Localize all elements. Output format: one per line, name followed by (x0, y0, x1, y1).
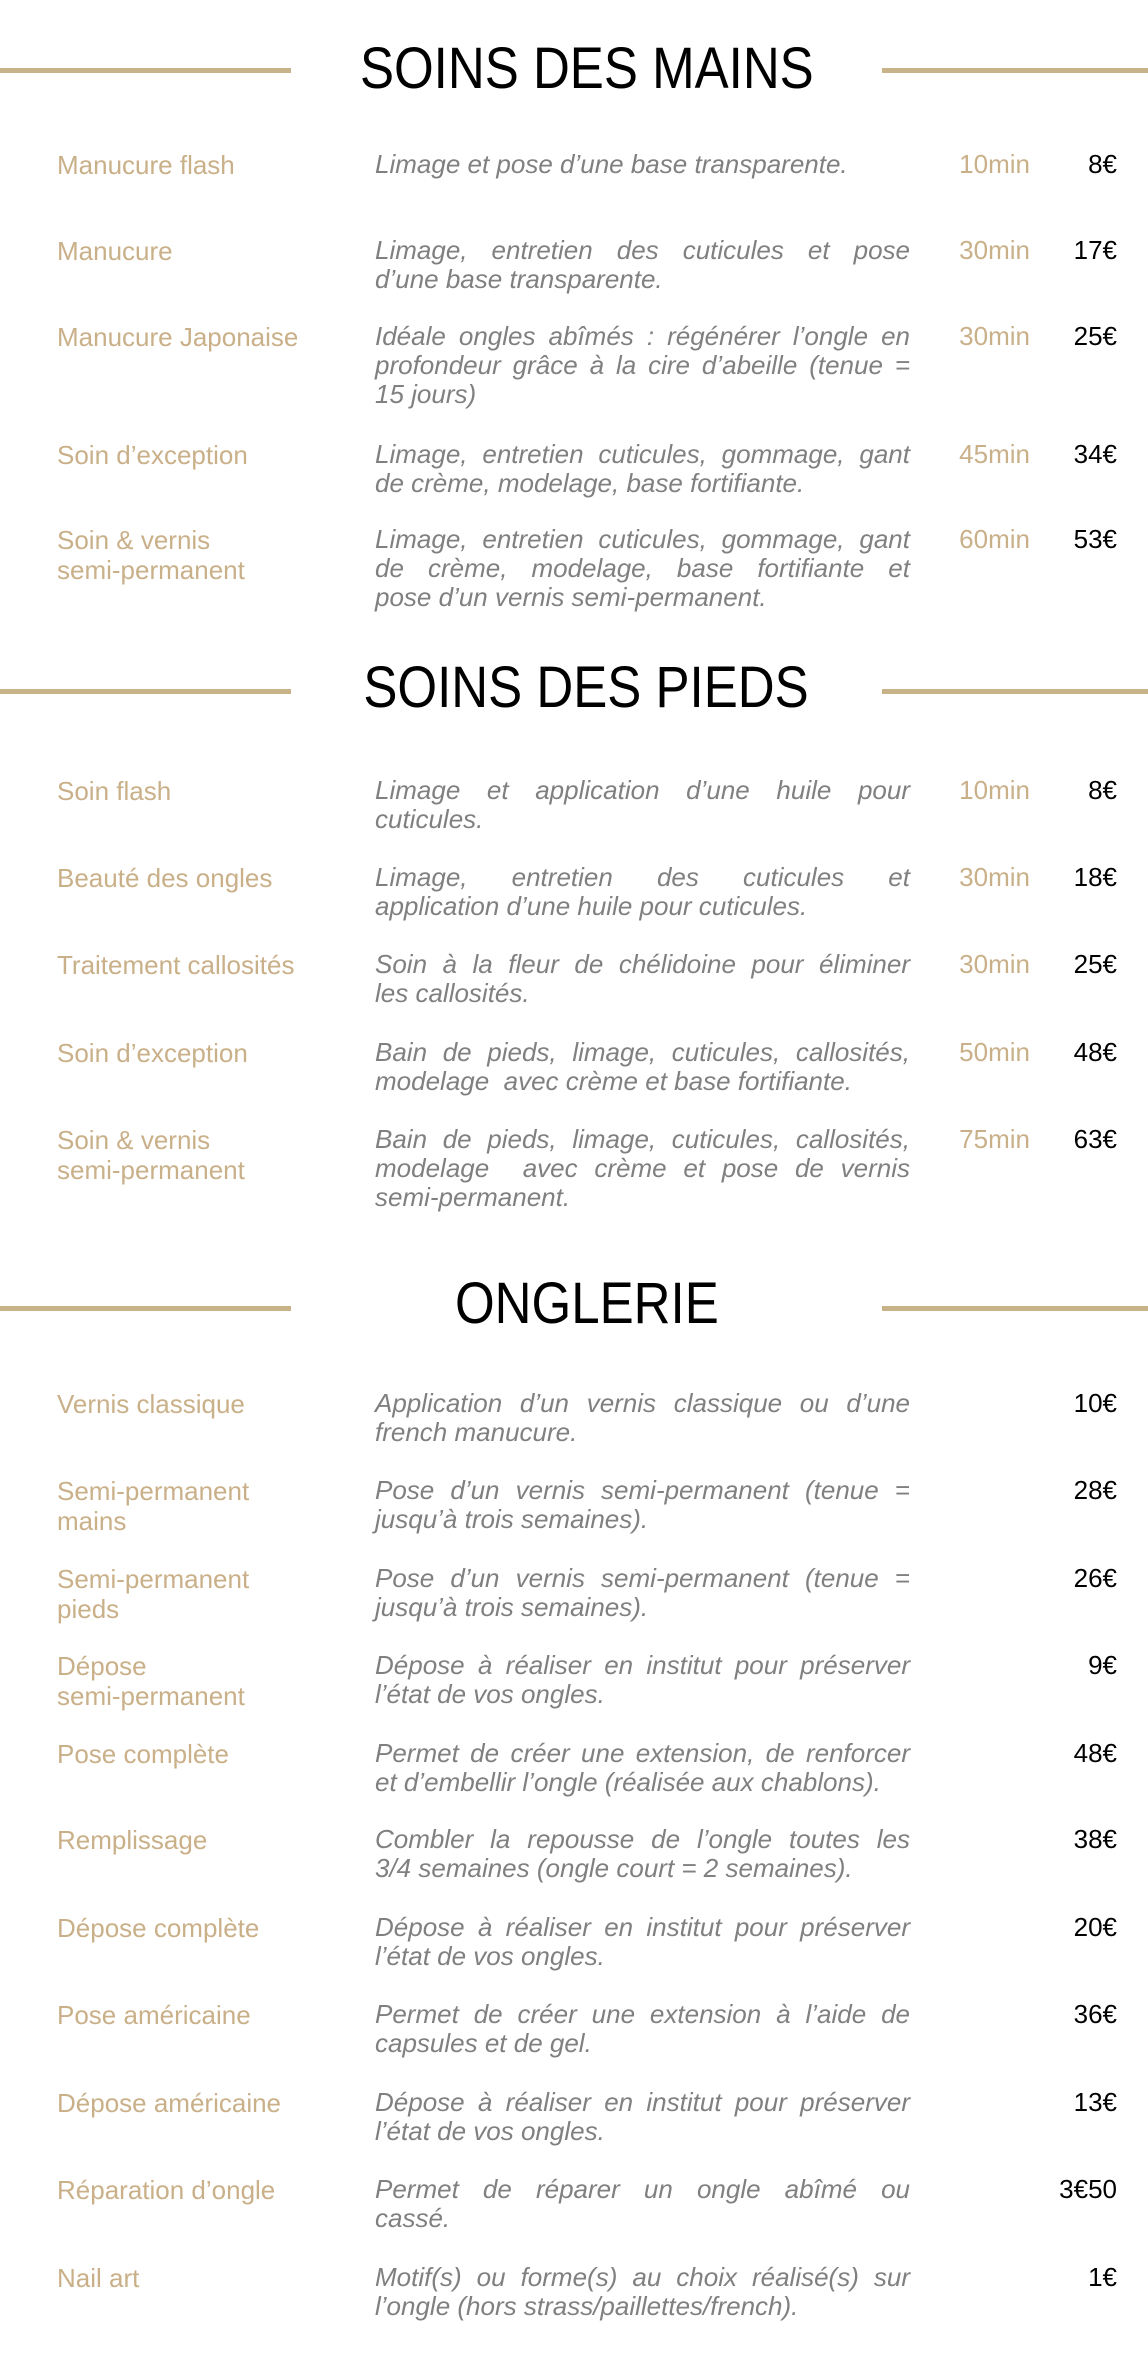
service-description-line: Permet de créer une extension à l’aide de (375, 1999, 910, 2029)
service-row (0, 150, 1148, 240)
service-description (375, 1913, 910, 1971)
service-row (0, 2088, 1148, 2178)
heading-rule-left (0, 689, 291, 694)
service-name-line: Manucure flash (57, 150, 235, 180)
section-heading (291, 1271, 882, 1336)
service-name-line: Nail art (57, 2263, 140, 2293)
service-price: 38€ (1073, 1824, 1117, 1854)
service-description (375, 440, 910, 498)
service-description-line: semi-permanent. (375, 1182, 571, 1212)
service-row (0, 1913, 1148, 2003)
service-description-line: Permet de réparer un ongle abîmé ou (375, 2174, 910, 2204)
service-name (57, 236, 357, 266)
service-description-line: Motif(s) ou forme(s) au choix réalisé(s) sur (375, 2262, 910, 2292)
service-row (0, 1038, 1148, 1128)
service-description (375, 525, 910, 612)
service-row (0, 236, 1148, 326)
service-name-line: Manucure Japonaise (57, 322, 299, 352)
service-description (375, 1038, 910, 1096)
service-description-line: Dépose à réaliser en institut pour préserver (375, 1650, 910, 1680)
service-duration: 30min (959, 235, 1030, 265)
service-name-line: Semi-permanent (57, 1476, 250, 1506)
service-price: 48€ (1073, 1037, 1117, 1067)
service-price: 13€ (1073, 2087, 1117, 2117)
service-description-line: modelage avec crème et base fortifiante. (375, 1066, 852, 1096)
service-description-line: l’état de vos ongles. (375, 2116, 605, 2146)
service-description-line: Dépose à réaliser en institut pour préserver (375, 2087, 910, 2117)
service-description-line: l’état de vos ongles. (375, 1679, 605, 1709)
service-name (57, 2263, 357, 2293)
service-description-line: 15 jours) (375, 379, 477, 409)
service-name (57, 440, 357, 470)
service-description-line: french manucure. (375, 1417, 578, 1447)
service-name (57, 2088, 357, 2118)
service-name (57, 322, 357, 352)
service-duration: 45min (959, 439, 1030, 469)
service-description (375, 2088, 910, 2146)
service-description (375, 1651, 910, 1709)
service-description-line: Dépose à réaliser en institut pour préserver (375, 1912, 910, 1942)
service-description-line: Limage et application d’une huile pour (375, 775, 910, 805)
service-name (57, 863, 357, 893)
section-heading-text: SOINS DES MAINS (359, 36, 814, 101)
service-description-line: Bain de pieds, limage, cuticules, callosités, (375, 1124, 910, 1154)
section-heading (291, 36, 882, 101)
service-row (0, 1651, 1148, 1741)
service-row (0, 1125, 1148, 1215)
service-row (0, 322, 1148, 412)
service-description-line: Pose d’un vernis semi-permanent (tenue = (375, 1563, 910, 1593)
heading-rule-left (0, 1306, 291, 1311)
service-row (0, 2000, 1148, 2090)
service-name-line: Soin & vernis (57, 1125, 211, 1155)
service-description (375, 1825, 910, 1883)
service-name-line: Soin flash (57, 776, 172, 806)
service-description-line: modelage avec crème et pose de vernis (375, 1153, 910, 1183)
service-description (375, 1739, 910, 1797)
service-name-line: Réparation d’ongle (57, 2175, 276, 2205)
heading-rule-left (0, 68, 291, 73)
service-name (57, 1038, 357, 1068)
service-row (0, 525, 1148, 615)
service-name-line: semi-permanent (57, 555, 245, 585)
service-description-line: jusqu’à trois semaines). (375, 1504, 649, 1534)
service-name (57, 2175, 357, 2205)
service-description-line: de crème, modelage, base fortifiante. (375, 468, 805, 498)
service-name-line: semi-permanent (57, 1681, 245, 1711)
service-price: 8€ (1088, 149, 1117, 179)
service-row (0, 1389, 1148, 1479)
service-name-line: Soin & vernis (57, 525, 211, 555)
service-price: 25€ (1073, 949, 1117, 979)
service-name-line: Beauté des ongles (57, 863, 273, 893)
service-name-line: Semi-permanent (57, 1564, 250, 1594)
service-name-line: Soin d’exception (57, 1038, 248, 1068)
service-price: 53€ (1073, 524, 1117, 554)
heading-rule-right (882, 689, 1148, 694)
service-price: 63€ (1073, 1124, 1117, 1154)
service-description (375, 863, 910, 921)
service-description-line: cuticules. (375, 804, 484, 834)
service-description-line: l’ongle (hors strass/paillettes/french). (375, 2291, 799, 2321)
service-description-line: Combler la repousse de l’ongle toutes les (375, 1824, 910, 1854)
service-duration: 30min (959, 321, 1030, 351)
service-name (57, 1825, 357, 1855)
service-description-line: cassé. (375, 2203, 451, 2233)
service-duration: 30min (959, 949, 1030, 979)
heading-rule-right (882, 68, 1148, 73)
service-name-line: semi-permanent (57, 1155, 245, 1185)
service-description-line: Limage, entretien des cuticules et pose (375, 235, 910, 265)
service-description-line: Soin à la fleur de chélidoine pour éliminer (375, 949, 910, 979)
service-name-line: Dépose américaine (57, 2088, 282, 2118)
service-row (0, 1825, 1148, 1915)
service-duration: 30min (959, 862, 1030, 892)
service-description-line: Limage, entretien cuticules, gommage, gant (375, 524, 910, 554)
service-description (375, 236, 910, 294)
service-name-line: mains (57, 1506, 127, 1536)
service-name (57, 525, 357, 585)
service-description-line: les callosités. (375, 978, 530, 1008)
service-price: 1€ (1088, 2262, 1117, 2292)
service-description (375, 776, 910, 834)
service-row (0, 1564, 1148, 1654)
service-price: 28€ (1073, 1475, 1117, 1505)
service-name (57, 150, 357, 180)
service-duration: 75min (959, 1124, 1030, 1154)
service-price: 36€ (1073, 1999, 1117, 2029)
service-price: 18€ (1073, 862, 1117, 892)
service-description (375, 322, 910, 409)
service-duration: 50min (959, 1037, 1030, 1067)
service-price: 34€ (1073, 439, 1117, 469)
service-description-line: Limage et pose d’une base transparente. (375, 149, 848, 179)
service-name (57, 1739, 357, 1769)
service-description-line: Permet de créer une extension, de renforcer (375, 1738, 910, 1768)
service-name-line: Pose complète (57, 1739, 229, 1769)
section-heading (291, 655, 882, 720)
service-description-line: d’une base transparente. (375, 264, 663, 294)
service-description (375, 1564, 910, 1622)
service-description-line: Pose d’un vernis semi-permanent (tenue = (375, 1475, 910, 1505)
service-description (375, 1389, 910, 1447)
service-name (57, 2000, 357, 2030)
service-name-line: Remplissage (57, 1825, 208, 1855)
service-price: 9€ (1088, 1650, 1117, 1680)
service-row (0, 2175, 1148, 2265)
section-heading-text: SOINS DES PIEDS (363, 655, 810, 720)
service-description-line: application d’une huile pour cuticules. (375, 891, 808, 921)
service-name (57, 950, 357, 980)
service-description-line: Application d’un vernis classique ou d’une (375, 1388, 910, 1418)
service-description-line: Limage, entretien cuticules, gommage, gant (375, 439, 910, 469)
service-name (57, 1913, 357, 1943)
service-name-line: Traitement callosités (57, 950, 295, 980)
service-duration: 10min (959, 149, 1030, 179)
service-description (375, 2175, 910, 2233)
service-description (375, 1476, 910, 1534)
service-name (57, 1476, 357, 1536)
service-name-line: Dépose (57, 1651, 147, 1681)
service-name-line: Vernis classique (57, 1389, 245, 1419)
service-description (375, 2000, 910, 2058)
service-price: 10€ (1073, 1388, 1117, 1418)
service-name (57, 1564, 357, 1624)
service-description-line: Limage, entretien des cuticules et (375, 862, 910, 892)
service-description-line: capsules et de gel. (375, 2028, 592, 2058)
service-price: 48€ (1073, 1738, 1117, 1768)
service-description-line: de crème, modelage, base fortifiante et (375, 553, 910, 583)
service-name (57, 776, 357, 806)
service-name-line: Soin d’exception (57, 440, 248, 470)
service-description (375, 150, 910, 179)
service-price: 3€50 (1059, 2174, 1117, 2204)
service-name-line: Dépose complète (57, 1913, 260, 1943)
service-price: 17€ (1073, 235, 1117, 265)
service-description-line: profondeur grâce à la cire d’abeille (tenue = (375, 350, 910, 380)
service-row (0, 1739, 1148, 1829)
service-description-line: et d’embellir l’ongle (réalisée aux chablons). (375, 1767, 881, 1797)
service-duration: 60min (959, 524, 1030, 554)
service-name (57, 1125, 357, 1185)
service-price: 20€ (1073, 1912, 1117, 1942)
service-row (0, 1476, 1148, 1566)
service-description-line: Bain de pieds, limage, cuticules, callosités, (375, 1037, 910, 1067)
section-heading-text: ONGLERIE (454, 1271, 719, 1336)
service-description-line: 3/4 semaines (ongle court = 2 semaines). (375, 1853, 853, 1883)
service-price: 26€ (1073, 1563, 1117, 1593)
service-row (0, 950, 1148, 1040)
service-description-line: pose d’un vernis semi-permanent. (375, 582, 767, 612)
service-description (375, 950, 910, 1008)
service-description (375, 2263, 910, 2321)
service-description-line: Idéale ongles abîmés : régénérer l’ongle en (375, 321, 910, 351)
service-row (0, 776, 1148, 866)
service-name-line: Manucure (57, 236, 173, 266)
service-name (57, 1389, 357, 1419)
service-description-line: jusqu’à trois semaines). (375, 1592, 649, 1622)
service-price: 8€ (1088, 775, 1117, 805)
service-duration: 10min (959, 775, 1030, 805)
service-name-line: Pose américaine (57, 2000, 251, 2030)
service-row (0, 2263, 1148, 2353)
service-price: 25€ (1073, 321, 1117, 351)
service-description (375, 1125, 910, 1212)
service-name-line: pieds (57, 1594, 120, 1624)
service-row (0, 863, 1148, 953)
service-description-line: l’état de vos ongles. (375, 1941, 605, 1971)
heading-rule-right (882, 1306, 1148, 1311)
service-row (0, 440, 1148, 530)
service-name (57, 1651, 357, 1711)
